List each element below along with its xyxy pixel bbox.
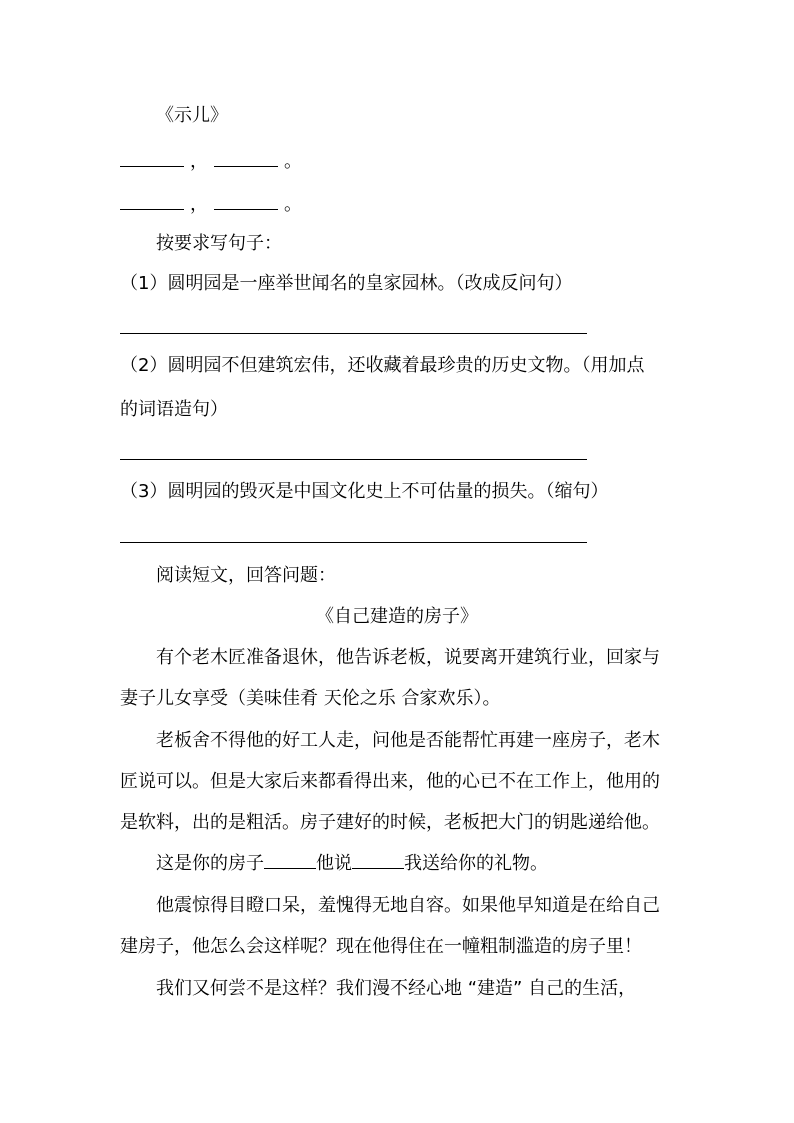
- passage-p2-line-3: 是软料，出的是粗活。房子建好的时候，老板把大门的钥匙递给他。: [120, 812, 660, 833]
- period-mark: 。: [284, 194, 302, 215]
- question-2-line-1: （2）圆明园不但建筑宏伟，还收藏着最珍贵的历史文物。（用加点: [120, 355, 645, 376]
- passage-p3-part-1: 这是你的房子: [156, 853, 264, 874]
- passage-p4-line-2: 建房子，他怎么会这样呢？现在他得住在一幢粗制滥造的房子里！: [120, 936, 642, 957]
- comma-mark: ，: [190, 151, 208, 172]
- answer-line-2[interactable]: [120, 459, 587, 460]
- comma-mark: ，: [190, 194, 208, 215]
- passage-p3-part-3: 我送给你的礼物。: [404, 853, 548, 874]
- passage-p2-line-2: 匠说可以。但是大家后来都看得出来，他的心已不在工作上，他用的: [120, 771, 660, 792]
- blank-field[interactable]: [120, 193, 184, 210]
- answer-line-1[interactable]: [120, 333, 587, 334]
- period-mark: 。: [284, 151, 302, 172]
- passage-title: 《自己建造的房子》: [316, 606, 478, 627]
- passage-p5-line-1: 我们又何尝不是这样？我们漫不经心地 “建造” 自己的生活，: [156, 978, 637, 999]
- blank-field[interactable]: [214, 150, 278, 167]
- passage-p3-part-2: 他说: [316, 853, 352, 874]
- poem-blank-row-1: [120, 150, 308, 174]
- passage-p4-line-1: 他震惊得目瞪口呆，羞愧得无地自容。如果他早知道是在给自己: [156, 895, 660, 916]
- blank-field[interactable]: [120, 150, 184, 167]
- passage-p3: [156, 852, 548, 876]
- answer-line-3[interactable]: [120, 542, 587, 543]
- question-1: （1）圆明园是一座举世闻名的皇家园林。（改成反问句）: [120, 273, 573, 294]
- poem-blank-row-2: [120, 193, 308, 217]
- poem-title: 《示儿》: [156, 105, 228, 126]
- punctuation-blank-2[interactable]: [352, 852, 404, 869]
- punctuation-blank-1[interactable]: [264, 852, 316, 869]
- passage-p1-line-1: 有个老木匠准备退休，他告诉老板，说要离开建筑行业，回家与: [156, 647, 660, 668]
- blank-field[interactable]: [214, 193, 278, 210]
- reading-instruction: 阅读短文，回答问题：: [156, 565, 336, 586]
- question-2-line-2: 的词语造句）: [120, 399, 228, 420]
- rewrite-instruction: 按要求写句子：: [156, 233, 282, 254]
- passage-p1-line-2: 妻子儿女享受（美味佳肴 天伦之乐 合家欢乐）。: [120, 688, 501, 709]
- question-3: （3）圆明园的毁灭是中国文化史上不可估量的损失。（缩句）: [120, 481, 609, 502]
- passage-p2-line-1: 老板舍不得他的好工人走，问他是否能帮忙再建一座房子，老木: [156, 730, 660, 751]
